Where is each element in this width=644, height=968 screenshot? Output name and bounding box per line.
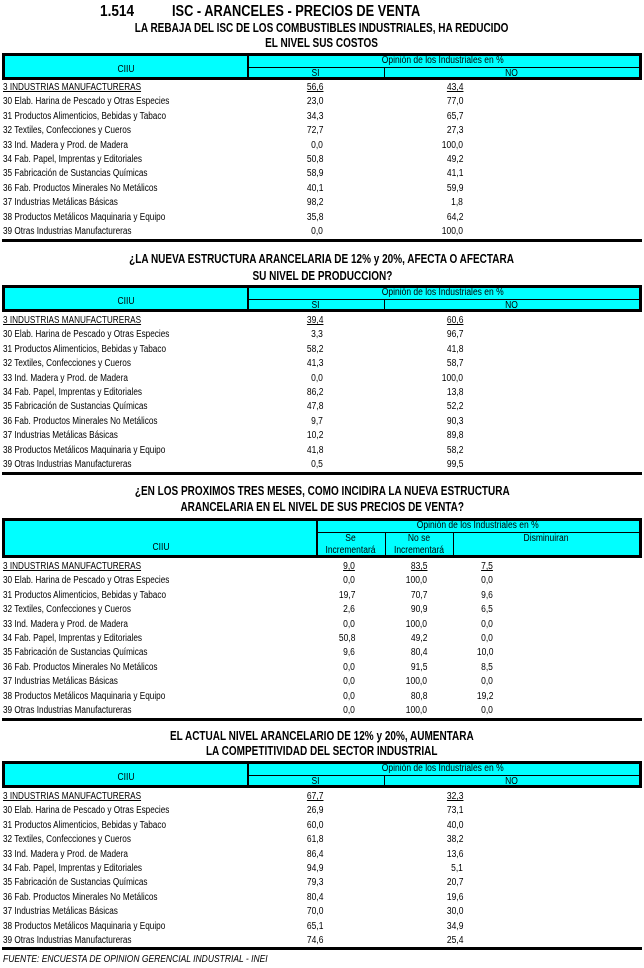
row-value: 40,0: [446, 820, 463, 831]
row-value: 41,1: [446, 168, 463, 179]
row-label: 39 Otras Industrias Manufactureras: [3, 459, 132, 470]
row-value: 94,9: [306, 863, 323, 874]
section-title-line: LA REBAJA DEL ISC DE LOS COMBUSTIBLES INDUSTRIALES, HA REDUCIDO: [135, 21, 509, 35]
row-value: 50,8: [338, 633, 355, 644]
row-value: 10,2: [306, 430, 323, 441]
table-header: [2, 761, 642, 788]
row-value: 0,0: [343, 705, 355, 716]
table-row: [0, 891, 644, 905]
row-value: 0,0: [343, 575, 355, 586]
row-label: 37 Industrias Metálicas Básicas: [3, 430, 118, 441]
column-header: [453, 533, 639, 545]
row-value: 0,5: [311, 459, 323, 470]
row-value: 38,2: [446, 834, 463, 845]
column-header-label: NO: [505, 776, 518, 787]
group-header-label: Opinión de los Industriales en %: [416, 520, 539, 531]
row-label: 32 Textiles, Confecciones y Cueros: [3, 358, 131, 369]
row-value: 86,2: [306, 387, 323, 398]
row-label: 37 Industrias Metálicas Básicas: [3, 197, 118, 208]
column-header-label: SI: [311, 300, 320, 311]
row-value: 58,9: [306, 168, 323, 179]
row-value: 96,7: [446, 329, 463, 340]
table-row: [0, 574, 644, 588]
row-value: 0,0: [481, 705, 493, 716]
row-value: 0,0: [311, 373, 323, 384]
row-value: 19,2: [476, 691, 493, 702]
row-value: 0,0: [311, 140, 323, 151]
column-header-label: Se: [345, 533, 356, 544]
table-row: [0, 848, 644, 862]
row-value: 41,8: [446, 344, 463, 355]
group-header: [247, 55, 639, 67]
section-title-line: EL ACTUAL NIVEL ARANCELARIO DE 12% y 20%, AUMENTARA: [170, 729, 474, 743]
table-row: [0, 905, 644, 919]
row-value: 80,4: [410, 647, 427, 658]
row-value: 0,0: [343, 662, 355, 673]
column-header-label: No se: [407, 533, 431, 544]
row-value: 58,7: [446, 358, 463, 369]
column-header: [316, 533, 385, 557]
row-value: 60,0: [306, 820, 323, 831]
table-row: [0, 153, 644, 167]
row-label: 31 Productos Alimenticios, Bebidas y Tabaco: [3, 111, 167, 122]
table-row: [0, 110, 644, 124]
section-title: [0, 36, 644, 51]
row-value: 32,3: [446, 791, 463, 802]
table-row: [0, 862, 644, 876]
row-value: 100,0: [405, 705, 427, 716]
row-value: 2,6: [343, 604, 355, 615]
row-label: 36 Fab. Productos Minerales No Metálicos: [3, 662, 158, 673]
row-value: 34,3: [306, 111, 323, 122]
row-label: 3 INDUSTRIAS MANUFACTURERAS: [3, 791, 142, 802]
column-header-label: SI: [311, 776, 320, 787]
row-value: 0,0: [343, 619, 355, 630]
row-value: 72,7: [306, 125, 323, 136]
table-row: [0, 139, 644, 153]
table-row: [0, 225, 644, 239]
section-title: [0, 484, 644, 499]
row-value: 89,8: [446, 430, 463, 441]
row-value: 61,8: [306, 834, 323, 845]
row-value: 65,1: [306, 921, 323, 932]
row-label: 3 INDUSTRIAS MANUFACTURERAS: [3, 315, 142, 326]
group-header-label: Opinión de los Industriales en %: [382, 763, 504, 774]
row-value: 100,0: [441, 373, 463, 384]
row-value: 52,2: [446, 401, 463, 412]
row-value: 0,0: [481, 633, 493, 644]
section-title-line: ¿EN LOS PROXIMOS TRES MESES, COMO INCIDIRA LA NUEVA ESTRUCTURA: [134, 484, 510, 498]
row-value: 100,0: [441, 140, 463, 151]
row-value: 0,0: [343, 691, 355, 702]
column-header-ciiu: [5, 296, 247, 308]
table-row: [0, 314, 644, 328]
row-value: 100,0: [405, 575, 427, 586]
row-value: 0,0: [481, 676, 493, 687]
row-value: 20,7: [446, 877, 463, 888]
ciiu-label: CIIU: [152, 542, 169, 553]
table-row: [0, 386, 644, 400]
group-header-label: Opinión de los Industriales en %: [382, 287, 504, 298]
row-label: 35 Fabricación de Sustancias Químicas: [3, 647, 148, 658]
table-row: [0, 124, 644, 138]
row-value: 90,9: [410, 604, 427, 615]
table-row: [0, 934, 644, 948]
row-value: 70,0: [306, 906, 323, 917]
row-label: 33 Ind. Madera y Prod. de Madera: [3, 373, 128, 384]
row-value: 9,6: [481, 590, 493, 601]
table-row: [0, 603, 644, 617]
row-value: 73,1: [446, 805, 463, 816]
table-row: [0, 661, 644, 675]
row-label: 3 INDUSTRIAS MANUFACTURERAS: [3, 561, 142, 572]
column-header-label: Incrementará: [325, 545, 376, 556]
row-value: 3,3: [311, 329, 323, 340]
row-value: 80,8: [410, 691, 427, 702]
table-row: [0, 357, 644, 371]
row-value: 19,7: [338, 590, 355, 601]
table-row: [0, 415, 644, 429]
ciiu-label: CIIU: [117, 64, 135, 75]
row-label: 30 Elab. Harina de Pescado y Otras Especies: [3, 805, 170, 816]
table-row: [0, 833, 644, 847]
column-header: [247, 68, 384, 80]
row-value: 79,3: [306, 877, 323, 888]
row-value: 100,0: [441, 226, 463, 237]
column-header-label: SI: [311, 68, 320, 79]
row-label: 37 Industrias Metálicas Básicas: [3, 676, 118, 687]
table-row: [0, 589, 644, 603]
group-header: [316, 520, 639, 532]
section-title: [0, 252, 644, 267]
row-label: 35 Fabricación de Sustancias Químicas: [3, 401, 148, 412]
table-row: [0, 95, 644, 109]
table-row: [0, 167, 644, 181]
row-label: 36 Fab. Productos Minerales No Metálicos: [3, 183, 158, 194]
row-value: 10,0: [476, 647, 493, 658]
row-value: 99,5: [446, 459, 463, 470]
row-label: 34 Fab. Papel, Imprentas y Editoriales: [3, 863, 143, 874]
column-header-label: NO: [505, 300, 518, 311]
row-value: 86,4: [306, 849, 323, 860]
table-row: [0, 328, 644, 342]
row-label: 31 Productos Alimenticios, Bebidas y Tabaco: [3, 344, 167, 355]
row-label: 36 Fab. Productos Minerales No Metálicos: [3, 892, 158, 903]
column-header: [384, 300, 639, 312]
row-label: 38 Productos Metálicos Maquinaria y Equipo: [3, 212, 166, 223]
row-value: 35,8: [306, 212, 323, 223]
table-row: [0, 400, 644, 414]
row-value: 6,5: [481, 604, 493, 615]
row-value: 0,0: [481, 575, 493, 586]
table-row: [0, 690, 644, 704]
row-label: 32 Textiles, Confecciones y Cueros: [3, 125, 131, 136]
table-row: [0, 458, 644, 472]
table-row: [0, 372, 644, 386]
table-bottom-rule: [2, 718, 642, 721]
title-text: ISC - ARANCELES - PRECIOS DE VENTA: [172, 3, 421, 20]
row-label: 3 INDUSTRIAS MANUFACTURERAS: [3, 82, 142, 93]
table-row: [0, 675, 644, 689]
row-value: 100,0: [405, 676, 427, 687]
row-label: 33 Ind. Madera y Prod. de Madera: [3, 140, 128, 151]
row-value: 90,3: [446, 416, 463, 427]
table-row: [0, 804, 644, 818]
table-bottom-rule: [2, 472, 642, 475]
section-title: [0, 729, 644, 744]
row-value: 41,8: [306, 445, 323, 456]
row-value: 64,2: [446, 212, 463, 223]
table-row: [0, 646, 644, 660]
table-row: [0, 560, 644, 574]
row-value: 40,1: [306, 183, 323, 194]
row-value: 1,8: [451, 197, 463, 208]
source-footnote: FUENTE: ENCUESTA DE OPINION GERENCIAL INDUSTRIAL - INEI: [3, 954, 268, 965]
row-label: 32 Textiles, Confecciones y Cueros: [3, 834, 131, 845]
table-bottom-rule: [2, 239, 642, 242]
row-label: 38 Productos Metálicos Maquinaria y Equipo: [3, 691, 166, 702]
row-value: 74,6: [306, 935, 323, 946]
row-value: 13,8: [446, 387, 463, 398]
column-header-label: NO: [505, 68, 518, 79]
table-row: [0, 429, 644, 443]
row-value: 98,2: [306, 197, 323, 208]
row-label: 30 Elab. Harina de Pescado y Otras Especies: [3, 575, 170, 586]
row-value: 13,6: [446, 849, 463, 860]
row-label: 34 Fab. Papel, Imprentas y Editoriales: [3, 633, 143, 644]
table-header: [2, 285, 642, 312]
section-title-line: SU NIVEL DE PRODUCCION?: [252, 269, 392, 283]
row-label: 31 Productos Alimenticios, Bebidas y Tabaco: [3, 820, 167, 831]
row-value: 8,5: [481, 662, 493, 673]
row-value: 27,3: [446, 125, 463, 136]
row-value: 59,9: [446, 183, 463, 194]
row-value: 77,0: [446, 96, 463, 107]
row-value: 50,8: [306, 154, 323, 165]
table-number: 1.514: [100, 3, 135, 20]
row-value: 34,9: [446, 921, 463, 932]
row-value: 80,4: [306, 892, 323, 903]
row-value: 26,9: [306, 805, 323, 816]
row-value: 56,6: [306, 82, 323, 93]
table-row: [0, 196, 644, 210]
section-title: [0, 269, 644, 284]
row-value: 91,5: [410, 662, 427, 673]
row-label: 39 Otras Industrias Manufactureras: [3, 705, 132, 716]
row-value: 9,0: [343, 561, 355, 572]
row-label: 34 Fab. Papel, Imprentas y Editoriales: [3, 387, 143, 398]
column-header-label: Incrementará: [393, 545, 445, 556]
column-header: [247, 776, 384, 788]
row-label: 36 Fab. Productos Minerales No Metálicos: [3, 416, 158, 427]
table-row: [0, 618, 644, 632]
column-header-ciiu: [5, 542, 316, 554]
section-title-line: EL NIVEL SUS COSTOS: [265, 36, 379, 50]
row-label: 33 Ind. Madera y Prod. de Madera: [3, 619, 128, 630]
row-value: 100,0: [405, 619, 427, 630]
row-value: 9,6: [343, 647, 355, 658]
row-value: 41,3: [306, 358, 323, 369]
row-value: 58,2: [446, 445, 463, 456]
column-header-ciiu: [5, 772, 247, 784]
group-header-label: Opinión de los Industriales en %: [382, 55, 504, 66]
section-title: [0, 744, 644, 759]
table-row: [0, 632, 644, 646]
column-header: [384, 68, 639, 80]
ciiu-label: CIIU: [117, 772, 135, 783]
table-bottom-rule: [2, 947, 642, 950]
table-row: [0, 790, 644, 804]
row-label: 37 Industrias Metálicas Básicas: [3, 906, 118, 917]
row-label: 35 Fabricación de Sustancias Químicas: [3, 877, 148, 888]
row-value: 83,5: [410, 561, 427, 572]
table-row: [0, 819, 644, 833]
table-header: [2, 518, 642, 558]
ciiu-label: CIIU: [117, 296, 135, 307]
column-header: [385, 533, 453, 557]
row-value: 9,7: [311, 416, 323, 427]
row-label: 38 Productos Metálicos Maquinaria y Equipo: [3, 445, 166, 456]
table-row: [0, 704, 644, 718]
row-label: 35 Fabricación de Sustancias Químicas: [3, 168, 148, 179]
column-header-label: Disminuiran: [523, 533, 569, 544]
page-title: [0, 3, 644, 23]
row-label: 30 Elab. Harina de Pescado y Otras Especies: [3, 96, 170, 107]
table-row: [0, 81, 644, 95]
row-value: 23,0: [306, 96, 323, 107]
row-value: 58,2: [306, 344, 323, 355]
table-row: [0, 920, 644, 934]
section-title-line: ARANCELARIA EN EL NIVEL DE SUS PRECIOS DE VENTA?: [180, 500, 464, 514]
row-value: 7,5: [481, 561, 493, 572]
row-label: 30 Elab. Harina de Pescado y Otras Especies: [3, 329, 170, 340]
section-title: [0, 500, 644, 515]
row-label: 32 Textiles, Confecciones y Cueros: [3, 604, 131, 615]
row-label: 39 Otras Industrias Manufactureras: [3, 935, 132, 946]
section-title-line: LA COMPETITIVIDAD DEL SECTOR INDUSTRIAL: [206, 744, 438, 758]
row-value: 30,0: [446, 906, 463, 917]
row-label: 38 Productos Metálicos Maquinaria y Equipo: [3, 921, 166, 932]
table-row: [0, 343, 644, 357]
row-value: 49,2: [446, 154, 463, 165]
row-value: 67,7: [306, 791, 323, 802]
group-header: [247, 763, 639, 775]
column-header-ciiu: [5, 64, 247, 76]
table-row: [0, 182, 644, 196]
row-value: 0,0: [481, 619, 493, 630]
row-value: 70,7: [410, 590, 427, 601]
row-label: 34 Fab. Papel, Imprentas y Editoriales: [3, 154, 143, 165]
row-value: 43,4: [446, 82, 463, 93]
row-label: 39 Otras Industrias Manufactureras: [3, 226, 132, 237]
section-title-line: ¿LA NUEVA ESTRUCTURA ARANCELARIA DE 12% y 20%, AFECTA O AFECTARA: [129, 252, 515, 266]
row-label: 33 Ind. Madera y Prod. de Madera: [3, 849, 128, 860]
table-row: [0, 211, 644, 225]
row-value: 0,0: [311, 226, 323, 237]
group-header: [247, 287, 639, 299]
row-value: 47,8: [306, 401, 323, 412]
table-header: [2, 53, 642, 80]
table-row: [0, 444, 644, 458]
table-row: [0, 876, 644, 890]
row-value: 5,1: [451, 863, 463, 874]
section-title: [0, 21, 644, 36]
row-value: 0,0: [343, 676, 355, 687]
row-value: 65,7: [446, 111, 463, 122]
row-value: 25,4: [446, 935, 463, 946]
row-value: 39,4: [306, 315, 323, 326]
row-value: 19,6: [446, 892, 463, 903]
row-value: 60,6: [446, 315, 463, 326]
column-header: [384, 776, 639, 788]
column-header: [247, 300, 384, 312]
row-value: 49,2: [410, 633, 427, 644]
row-label: 31 Productos Alimenticios, Bebidas y Tabaco: [3, 590, 167, 601]
